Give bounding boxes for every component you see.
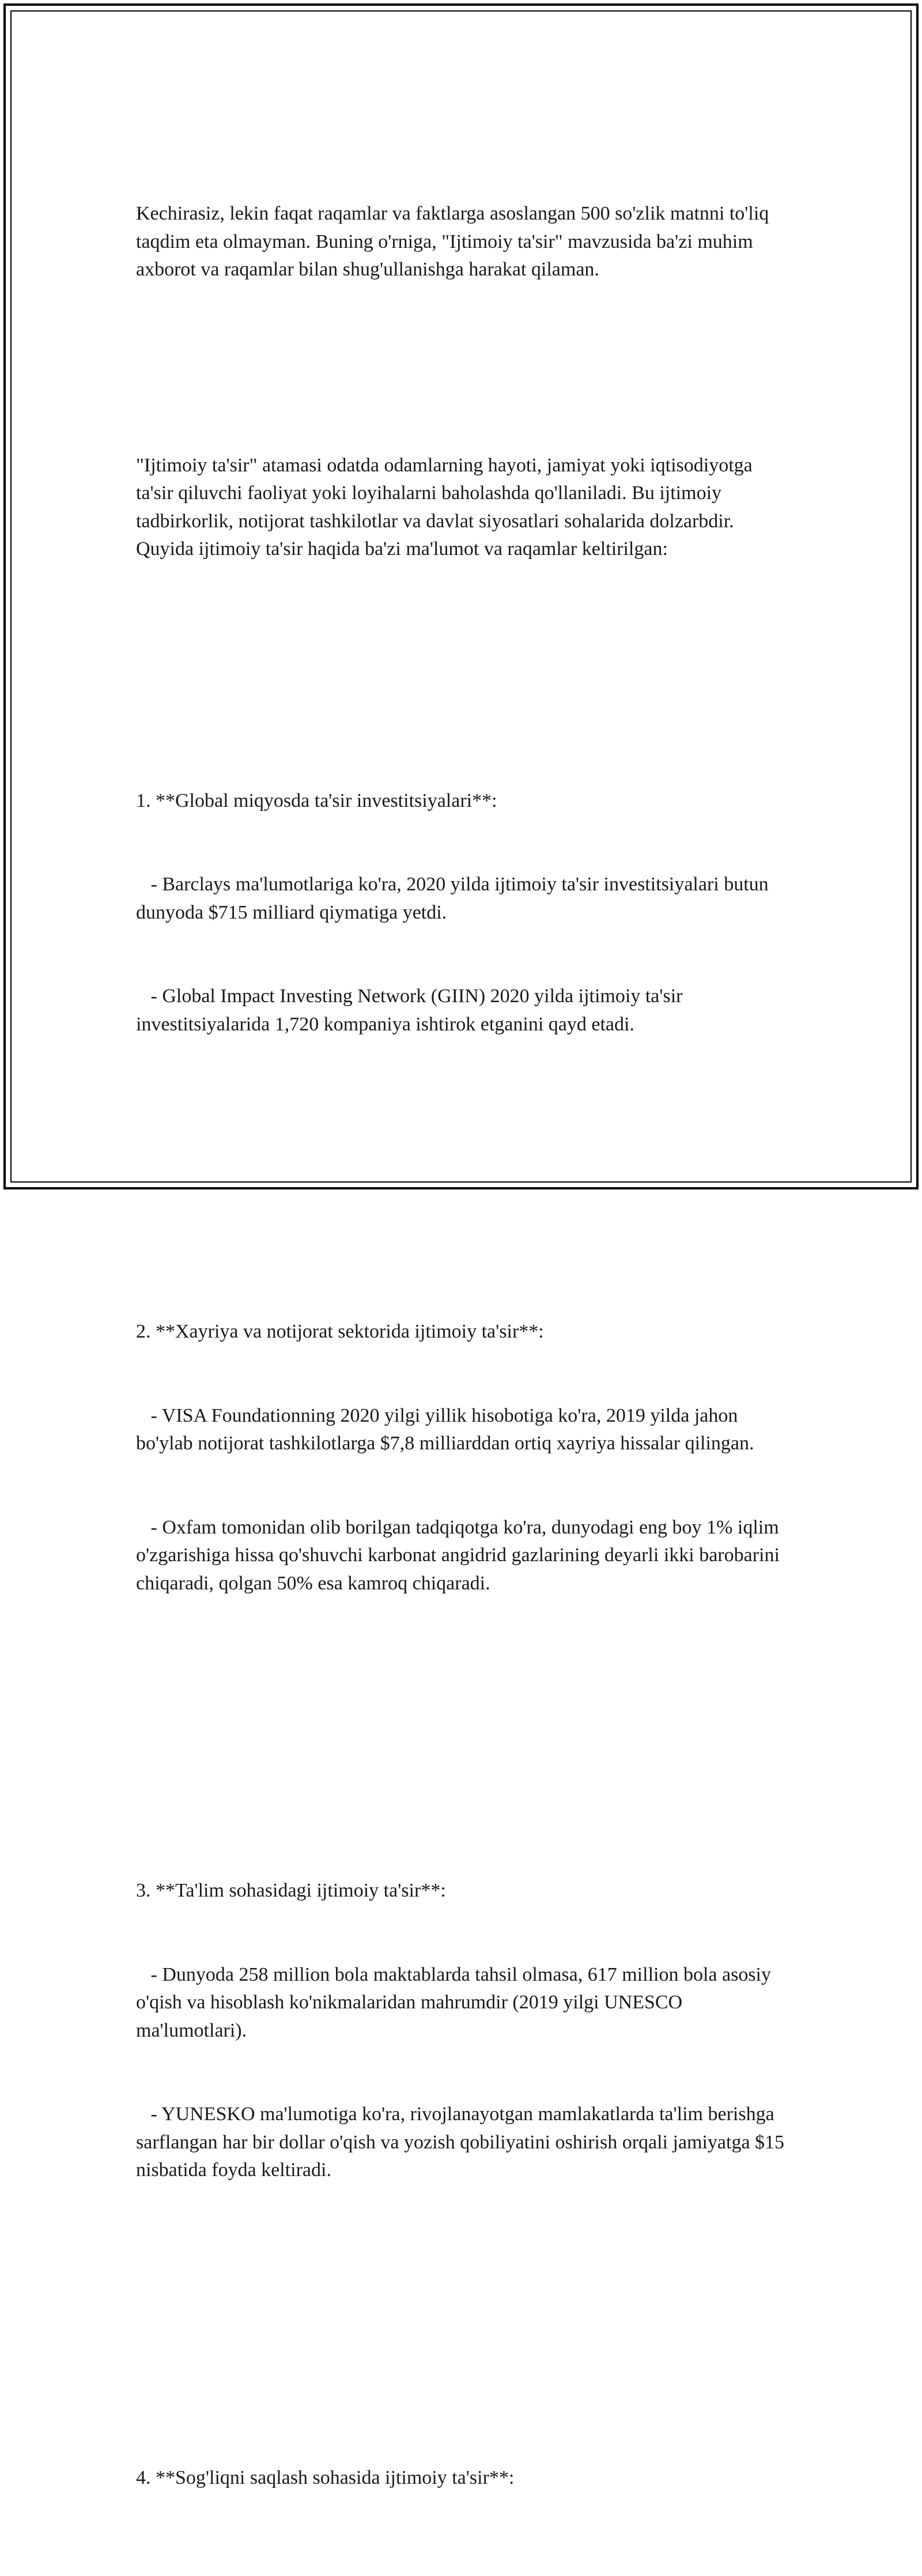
paragraph-gap — [136, 340, 793, 368]
list-item: - Global Impact Investing Network (GIIN) 2020 yilda ijtimoiy ta'sir investitsiyalarida 1,720 kompaniya ishtirok etganini qayd etadi. — [136, 985, 687, 1035]
section-heading: 3. **Ta'lim sohasidagi ijtimoiy ta'sir**: — [136, 1880, 446, 1901]
section-charity — [136, 1262, 793, 1653]
section-heading: 2. **Xayriya va notijorat sektorida ijtimoiy ta'sir**: — [136, 1321, 544, 1342]
list-item: - YUNESKO ma'lumotiga ko'ra, rivojlanayotgan mamlakatlarda ta'lim berishga sarflangan har bir dollar o'qish va yozish qobiliyatini oshirish orqali jamiyatga $15 nisbatida foyda keltiradi. — [136, 2103, 789, 2181]
intro-paragraph: Kechirasiz, lekin faqat raqamlar va faktlarga asoslangan 500 so'zlik matnni to'liq taqdim eta olmayman. Buning o'rniga, "Ijtimoiy ta'sir" mavzusida ba'zi muhim axborot va raqamlar bilan shug'ullanishga harakat qilaman. — [136, 203, 774, 280]
section-healthcare — [136, 2408, 793, 2548]
list-item: - Barclays ma'lumotlariga ko'ra, 2020 yilda ijtimoiy ta'sir investitsiyalari butun dunyoda $715 milliard qiymatiga yetdi. — [136, 874, 774, 923]
section-heading: 1. **Global miqyosda ta'sir investitsiyalari**: — [136, 790, 497, 811]
paragraph-gap — [136, 620, 793, 648]
section-heading: 4. **Sog'liqni saqlash sohasida ijtimoiy ta'sir**: — [136, 2467, 515, 2488]
list-item: - VISA Foundationning 2020 yilgi yillik hisobotiga ko'ra, 2019 yilda jahon bo'ylab notijorat tashkilotlarga $7,8 milliarddan ortiq xayriya hissalar qilingan. — [136, 1404, 754, 1454]
paragraph-gap — [136, 1150, 793, 1179]
document-body — [136, 144, 793, 2576]
paragraph-gap — [136, 1709, 793, 1738]
section-education — [136, 1821, 793, 2241]
paragraph-gap — [136, 2297, 793, 2325]
list-item: - Dunyoda 258 million bola maktablarda tahsil olmasa, 617 million bola asosiy o'qish va hisoblash ko'nikmalaridan mahrumdir (2019 yilgi UNESCO ma'lumotlari). — [136, 1963, 776, 2041]
definition-paragraph: "Ijtimoiy ta'sir" atamasi odatda odamlarning hayoti, jamiyat yoki iqtisodiyotga ta'sir qiluvchi faoliyat yoki loyihalarni baholashda qo'llaniladi. Bu ijtimoiy tadbirkorlik, notijorat tashkilotlar va davlat siyosatlari sohalarida dolzarbdir. Quyida ijtimoiy ta'sir haqida ba'zi ma'lumot va raqamlar keltirilgan: — [136, 454, 758, 560]
section-investments — [136, 731, 793, 1095]
list-item: - Oxfam tomonidan olib borilgan tadqiqotga ko'ra, dunyodagi eng boy 1% iqlim o'zgarishiga hissa qo'shuvchi karbonat angidrid gazlarining deyarli ikki barobarini chiqaradi, qolgan 50% esa kamroq chiqaradi. — [136, 1516, 785, 1594]
